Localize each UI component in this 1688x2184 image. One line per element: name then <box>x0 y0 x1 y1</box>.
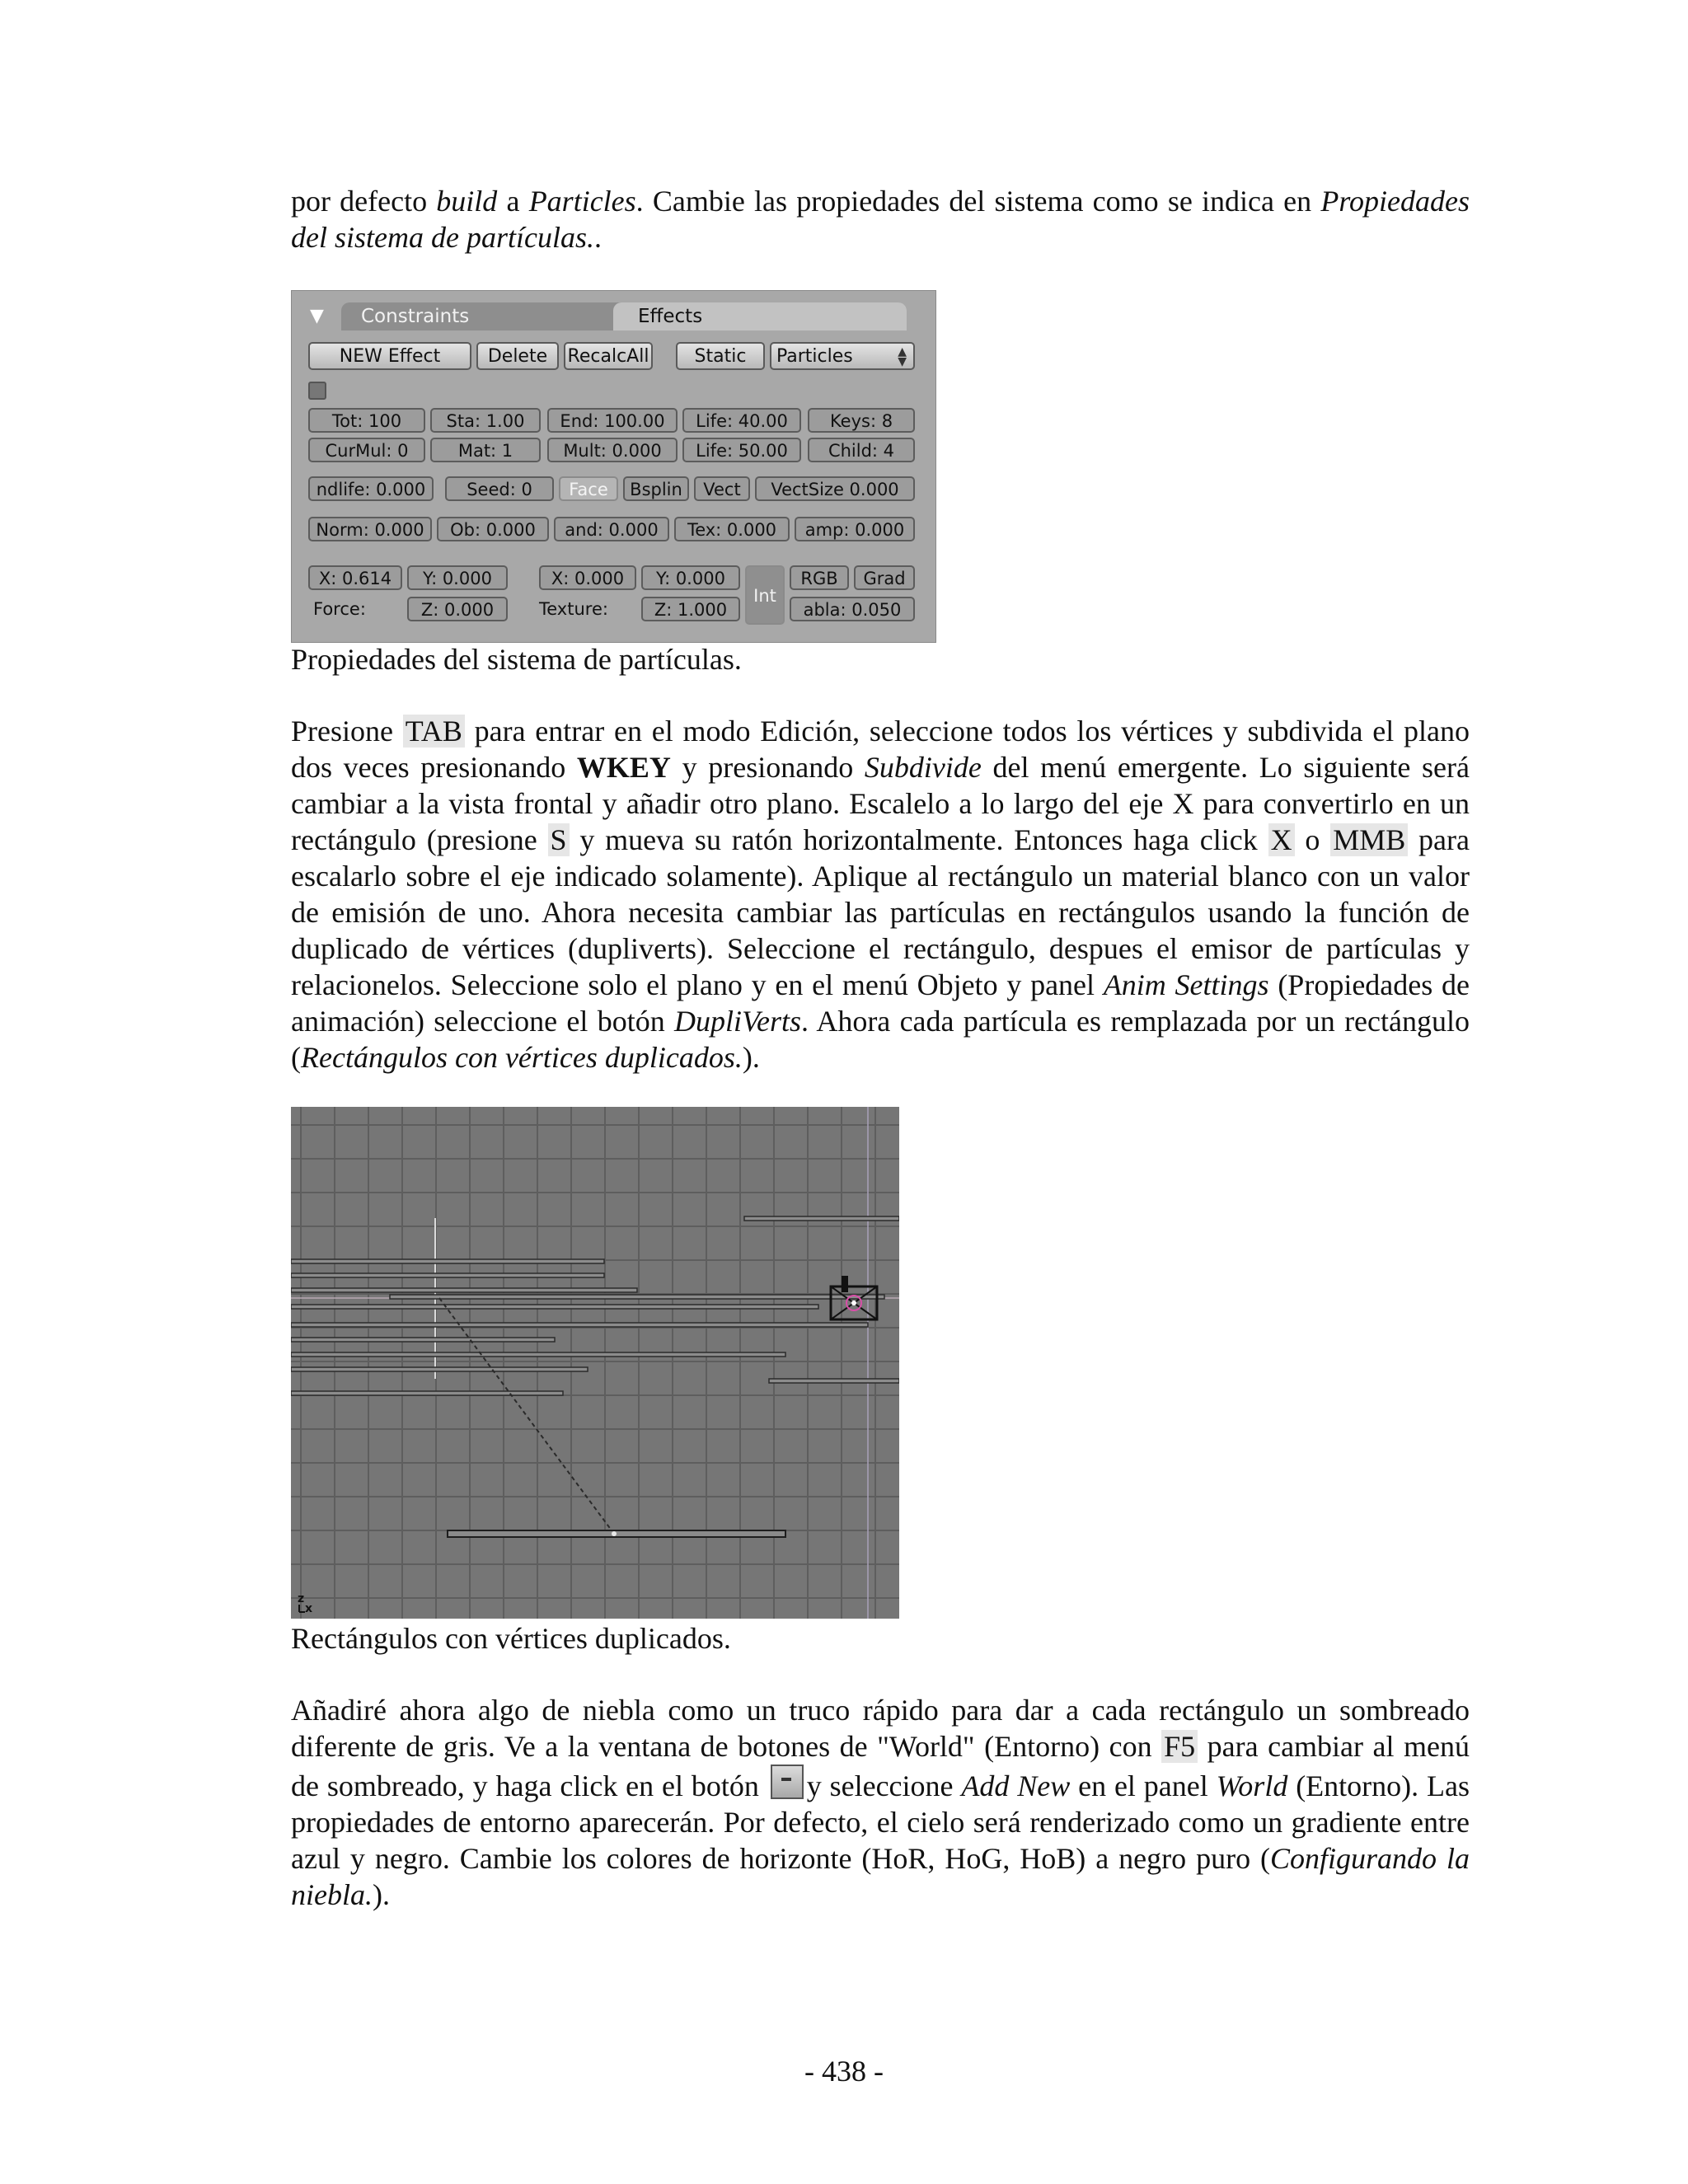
damp-field[interactable]: amp: 0.000 <box>795 517 915 541</box>
nabla-field[interactable]: abla: 0.050 <box>790 597 915 621</box>
text-run: Configurando la niebla. <box>291 1842 1470 1911</box>
text-run: en el panel <box>1070 1769 1217 1802</box>
paragraph-fog <box>291 1692 1470 1913</box>
figure-caption-1: Propiedades del sistema de partículas. <box>291 643 742 676</box>
rectangle-origin <box>612 1531 617 1536</box>
texture-z-field[interactable]: Z: 1.000 <box>641 597 740 621</box>
vectsize-field[interactable]: VectSize 0.000 <box>755 476 915 501</box>
duplicated-rectangle <box>291 1391 563 1395</box>
grad-toggle[interactable]: Grad <box>854 565 915 590</box>
end-field[interactable]: End: 100.00 <box>547 408 678 433</box>
paragraph-dupliverts <box>291 713 1470 1076</box>
life-field[interactable]: Life: 40.00 <box>682 408 801 433</box>
delete-button[interactable]: Delete <box>476 342 559 370</box>
effect-type-value: Particles <box>776 346 853 367</box>
key-label: TAB <box>403 715 465 748</box>
duplicated-rectangle <box>291 1273 604 1277</box>
int-toggle[interactable]: Int <box>745 565 785 625</box>
static-button[interactable]: Static <box>676 342 765 370</box>
mult-field[interactable]: Mult: 0.000 <box>547 438 678 462</box>
vect-toggle[interactable]: Vect <box>694 476 750 501</box>
tex-field[interactable]: Tex: 0.000 <box>674 517 790 541</box>
new-effect-button[interactable]: NEW Effect <box>308 342 471 370</box>
text-run: Subdivide <box>864 751 982 784</box>
menu-browse-icon[interactable] <box>771 1765 804 1799</box>
text-run: para escalarlo sobre el eje indicado solamente). Aplique al rectángulo un material blanco con un valor de emisión de uno. Ahora necesita cambiar las partículas en rectángulos usando la función de duplicado de vértices (dupliverts). Seleccione el rectángulo, despues el emisor de partículas y relacionelos. Seleccione solo el plano y en el menú Objeto y panel <box>291 823 1470 1001</box>
text-run: Propiedades del sistema de partículas. <box>291 185 1470 254</box>
rgb-toggle[interactable]: RGB <box>790 565 849 590</box>
keys-field[interactable]: Keys: 8 <box>808 408 915 433</box>
mat-field[interactable]: Mat: 1 <box>430 438 541 462</box>
axis-z-label: z <box>298 1592 305 1605</box>
text-run: (Propiedades de animación) seleccione el botón <box>291 968 1470 1038</box>
text-run: Particles <box>528 185 636 218</box>
text-run: build <box>436 185 498 218</box>
paragraph-intro <box>291 183 1470 255</box>
force-x-field[interactable]: X: 0.614 <box>308 565 402 590</box>
texture-label: Texture: <box>539 599 608 619</box>
page-number: - 438 - <box>804 2055 884 2088</box>
text-run: Anim Settings <box>1103 968 1269 1001</box>
duplicated-rectangle <box>291 1338 555 1342</box>
figure-caption-2: Rectángulos con vértices duplicados. <box>291 1622 731 1655</box>
tot-field[interactable]: Tot: 100 <box>308 408 425 433</box>
text-run: WKEY <box>576 751 671 784</box>
text-run: World <box>1216 1769 1288 1802</box>
key-label: S <box>548 823 570 856</box>
updown-arrow-icon: ▲ ▼ <box>898 345 907 368</box>
text-run: y presionando <box>670 751 865 784</box>
recalc-all-button[interactable]: RecalcAll <box>564 342 653 370</box>
sta-field[interactable]: Sta: 1.00 <box>430 408 541 433</box>
text-run: y mueva su ratón horizontalmente. Entonces haga click <box>569 823 1268 856</box>
life2-field[interactable]: Life: 50.00 <box>682 438 801 462</box>
duplicated-rectangle <box>291 1259 604 1263</box>
text-run: Presione <box>291 715 403 748</box>
text-run: para entrar en el modo Edición, seleccione todos los vértices y subdivida el plano dos veces presionando <box>291 715 1470 784</box>
duplicated-rectangle <box>291 1288 637 1292</box>
text-run: para cambiar al menú de sombreado, y haga click en el botón <box>291 1730 1470 1802</box>
panel-collapse-icon[interactable]: ▼ <box>310 306 324 326</box>
seed-field[interactable]: Seed: 0 <box>445 476 554 501</box>
text-run: a <box>497 185 529 218</box>
duplicated-rectangle <box>291 1305 818 1309</box>
viewport-screenshot <box>291 1107 899 1619</box>
text-run: . <box>593 221 602 254</box>
rand-field[interactable]: and: 0.000 <box>554 517 669 541</box>
text-run: ). <box>742 1041 760 1074</box>
text-run: por defecto <box>291 185 437 218</box>
key-label: MMB <box>1330 823 1408 856</box>
force-z-field[interactable]: Z: 0.000 <box>407 597 508 621</box>
child-field[interactable]: Child: 4 <box>808 438 915 462</box>
text-run: Rectángulos con vértices duplicados. <box>301 1041 743 1074</box>
text-run: . Cambie las propiedades del sistema como se indica en <box>635 185 1321 218</box>
duplicated-rectangle <box>291 1352 785 1357</box>
face-toggle[interactable]: Face <box>559 476 618 501</box>
effect-type-select[interactable] <box>770 342 915 370</box>
text-run: Add New <box>961 1769 1071 1802</box>
duplicated-rectangle <box>291 1323 868 1327</box>
tab-constraints[interactable]: Constraints <box>341 302 907 330</box>
text-run: y seleccione <box>806 1769 962 1802</box>
duplicated-rectangle <box>291 1367 588 1371</box>
force-y-field[interactable]: Y: 0.000 <box>407 565 508 590</box>
duplicated-rectangle <box>390 1295 884 1299</box>
tab-effects[interactable]: Effects <box>613 302 907 330</box>
texture-y-field[interactable]: Y: 0.000 <box>641 565 740 590</box>
text-run: . Ahora cada partícula es remplazada por un rectángulo ( <box>291 1005 1470 1074</box>
text-run: o <box>1294 823 1331 856</box>
effects-panel-screenshot <box>291 290 936 643</box>
bsplin-toggle[interactable]: Bsplin <box>623 476 689 501</box>
ob-field[interactable]: Ob: 0.000 <box>437 517 549 541</box>
text-run: DupliVerts <box>674 1005 802 1038</box>
curmul-field[interactable]: CurMul: 0 <box>308 438 425 462</box>
texture-x-field[interactable]: X: 0.000 <box>539 565 636 590</box>
effect-color-swatch[interactable] <box>308 382 326 400</box>
duplicated-rectangle <box>769 1379 899 1383</box>
text-run: Añadiré ahora algo de niebla como un truco rápido para dar a cada rectángulo un sombreado diferente de gris. Ve a la ventana de botones de "World" (Entorno) con <box>291 1694 1470 1763</box>
norm-field[interactable]: Norm: 0.000 <box>308 517 432 541</box>
axis-x-label: x <box>305 1602 313 1615</box>
text-run: ). <box>372 1878 390 1911</box>
force-label: Force: <box>313 599 366 619</box>
randlife-field[interactable]: ndlife: 0.000 <box>308 476 434 501</box>
key-label: X <box>1268 823 1295 856</box>
key-label: F5 <box>1161 1730 1198 1763</box>
text-run: del menú emergente. Lo siguiente será cambiar a la vista frontal y añadir otro plano. Escalelo a lo largo del eje X para convertirlo en un rectángulo (presione <box>291 751 1470 856</box>
duplicated-rectangle <box>744 1216 899 1221</box>
text-run: (Entorno). Las propiedades de entorno aparecerán. Por defecto, el cielo será renderizado como un gradiente entre azul y negro. Cambie los colores de horizonte (HoR, HoG, HoB) a negro puro ( <box>291 1769 1470 1875</box>
